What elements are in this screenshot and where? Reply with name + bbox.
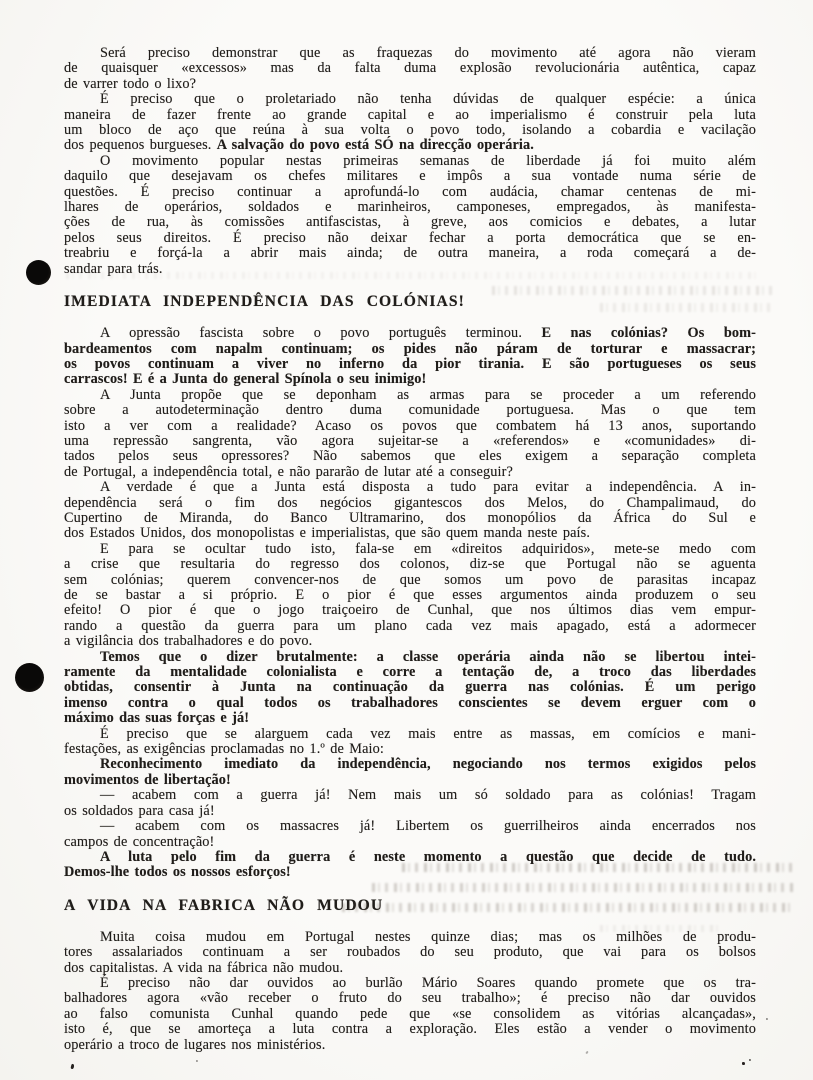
text-line: ções de rua, às comissões antifascistas, à greve, aos comicios e debates, a lutar — [64, 214, 756, 231]
text-line: O movimento popular nestas primeiras semanas de liberdade já foi muito além — [100, 152, 756, 169]
text-line: um bloco de aço que reúna à sua volta o povo todo, isolando a cobardia e vacilação — [64, 122, 756, 139]
text-line: sem colónias; querem convencer-nos de que somos um povo de parasitas incapaz — [64, 571, 756, 588]
bleedthrough-text — [492, 286, 772, 295]
paragraph — [64, 976, 756, 1053]
paragraph — [64, 788, 756, 819]
bleedthrough-text — [342, 903, 794, 912]
paragraph — [64, 542, 756, 650]
bleedthrough-text — [600, 925, 720, 932]
paragraph — [64, 727, 756, 758]
text-line: a crise que resultaria do regresso dos colonos, diz-se que Portugal não se aguenta — [64, 556, 756, 573]
text-line: ramente da mentalidade colonialista e corre a tentação de, a troco das liberdades — [64, 664, 756, 681]
bleedthrough-text — [402, 863, 794, 872]
text-line: E para se ocultar tudo isto, fala-se em «direitos adquiridos», mete-se medo com — [100, 540, 756, 557]
hole-punch-top — [26, 260, 51, 285]
text-line: dependência será o fim dos negócios gigantescos dos Melos, do Champalimaud, do — [64, 494, 756, 511]
text-line: sandar para trás. — [64, 260, 163, 277]
paragraph — [64, 388, 756, 480]
text-line: máximo das suas forças e já! — [64, 710, 250, 727]
text-line: isto é, que se amorteça a luta contra a exploração. Eles estão a vender o movimento — [64, 1021, 756, 1038]
ink-speck — [70, 1064, 74, 1070]
bleedthrough-text — [66, 272, 756, 279]
text-line: É preciso que o proletariado não tenha dúvidas de qualquer espécie: a única — [100, 91, 756, 108]
paragraph — [64, 930, 756, 976]
paragraph — [64, 46, 756, 92]
text-line: Reconhecimento imediato da independência, negociando nos termos exigidos pelos — [100, 756, 756, 773]
text-line: ao falso comunista Cunhal quando pede que «se consolidem as vitórias alcançadas», — [64, 1005, 756, 1022]
text-line: Será preciso demonstrar que as fraquezas do movimento até agora não vieram — [100, 45, 756, 61]
text-line: lhares de operários, soldados e marinheiros, camponeses, empregados, às manifesta- — [64, 199, 756, 216]
text-line: A luta pelo fim da guerra é neste momento a questão que decide de tudo. — [100, 848, 756, 865]
text-line: É preciso não dar ouvidos ao burlão Mário Soares quando promete que os tra- — [100, 974, 756, 991]
ink-speck — [749, 1059, 751, 1061]
text-line: os povos continuam a viver no inferno da pior tirania. E são portugueses os seus — [64, 355, 756, 372]
text-line: bardeamentos com napalm continuam; os pides não páram de torturar e massacrar; — [64, 340, 756, 357]
text-line: questões. É preciso continuar a aprofundá-lo com audácia, chamar centenas de mi- — [64, 183, 756, 200]
text-line: dos capitalistas. A vida na fábrica não mudou. — [64, 959, 344, 976]
text-line: campos de concentração! — [64, 833, 215, 850]
paragraph — [64, 326, 756, 388]
text-line: de varrer todo o lixo? — [64, 75, 197, 92]
text-line: sobre a autodeterminação dentro duma comunidade portuguesa. Mas o que tem — [64, 402, 756, 419]
ink-speck — [196, 1060, 198, 1062]
text-line: A verdade é que a Junta está disposta a tudo para evitar a independência. A in- — [100, 479, 756, 496]
text-line: pelos seus direitos. É preciso não deixar fechar a porta democrática que se en- — [64, 229, 756, 246]
text-line: a vigilância dos trabalhadores e do povo. — [64, 633, 313, 650]
text-line: festações, as exigências proclamadas no 1.º de Maio: — [64, 741, 385, 758]
text-line: A opressão fascista sobre o povo português terminou. E nas colónias? Os bom- — [100, 325, 756, 342]
bleedthrough-text — [372, 883, 796, 892]
hole-punch-bottom — [15, 663, 44, 692]
text-line: tados pelos seus opressores? Não sabemos que eles exigem a separação completa — [64, 448, 756, 465]
text-line: efeito! O pior é que o jogo traiçoeiro de Cunhal, que nos últimos dias vem empur- — [64, 602, 756, 619]
text-line: — acabem com a guerra já! Nem mais um só soldado para as colónias! Tragam — [100, 787, 756, 804]
text-line: rando a questão da guerra para um plano cada vez mais apagado, está a adormecer — [64, 617, 756, 634]
text-line: de Portugal, a independência total, e não pararão de lutar até a conseguir? — [64, 463, 513, 480]
paragraph — [64, 480, 756, 542]
text-line: treabriu e forçá-la a abrir mais ainda; de outra maneira, a roda começará a de- — [64, 245, 756, 262]
ink-speck — [585, 1051, 588, 1055]
text-line: Demos-lhe todos os nossos esforços! — [64, 864, 291, 881]
text-line: tores assalariados continuam a ser roubados do seu produto, que vai para os bolsos — [64, 944, 756, 961]
text-line: movimentos de libertação! — [64, 771, 231, 788]
text-line: carrascos! E é a Junta do general Spínola o seu inimigo! — [64, 371, 427, 388]
paragraph — [64, 154, 756, 277]
text-line: — acabem com os massacres já! Libertem os guerrilheiros ainda encerrados nos — [100, 818, 756, 835]
text-line: maneira de fazer frente ao grande capital e ao imperialismo é construir pela luta — [64, 106, 756, 123]
text-line: imenso contra o qual todos os trabalhadores conscientes se devem erguer com o — [64, 694, 756, 711]
paragraph — [64, 819, 756, 850]
text-line: de quaisquer «excessos» mas da falta duma explosão revolucionária autêntica, capaz — [64, 60, 756, 77]
document-text — [64, 46, 756, 1053]
section-heading: IMEDIATA INDEPENDÊNCIA DAS COLÓNIAS! — [64, 293, 465, 311]
section-heading: A VIDA NA FABRICA NÃO MUDOU — [64, 896, 384, 914]
paragraph — [64, 92, 756, 154]
text-line: A Junta propõe que se deponham as armas para se proceder a um referendo — [100, 386, 756, 403]
text-line: os soldados para casa já! — [64, 802, 215, 819]
text-line: dos Estados Unidos, dos monopolistas e imperialistas, que são quem manda neste país. — [64, 525, 591, 542]
text-line: isto a ver com a realidade? Acaso os povos que combatem há 13 anos, suportando — [64, 417, 756, 434]
text-line: É preciso que se alarguem cada vez mais entre as massas, em comícios e mani- — [100, 725, 756, 742]
text-line: obtidas, consentir à Junta na continuação da guerra nas colónias. É um perigo — [64, 679, 756, 696]
paragraph — [64, 650, 756, 727]
text-line: dos pequenos burgueses. A salvação do povo está SÓ na direcção operária. — [64, 137, 534, 154]
text-line: Cupertino de Miranda, do Banco Ultramarino, dos monopólios da África do Sul e — [64, 509, 756, 526]
text-line: de se bastar a si próprio. E o pior é que esses argumentos ainda produzem o seu — [64, 587, 756, 603]
text-line: uma repressão sangrenta, vão agora sujeitar-se a «referendos» e «comunidades» di- — [64, 432, 756, 449]
text-line: Muita coisa mudou em Portugal nestes quinze dias; mas os milhões de produ- — [100, 928, 756, 945]
paragraph — [64, 757, 756, 788]
ink-speck — [766, 1018, 768, 1020]
text-line: balhadores agora «vão receber o fruto do seu trabalho»; é preciso não dar ouvidos — [64, 990, 756, 1007]
bleedthrough-text — [600, 303, 776, 312]
text-line: operário a troco de lugares nos ministérios. — [64, 1036, 326, 1053]
text-line: Temos que o dizer brutalmente: a classe operária ainda não se libertou intei- — [100, 648, 756, 665]
ink-speck — [742, 1062, 745, 1065]
text-line: daquilo que desejavam os chefes militares e impôs a sua vontade numa série de — [64, 168, 756, 185]
